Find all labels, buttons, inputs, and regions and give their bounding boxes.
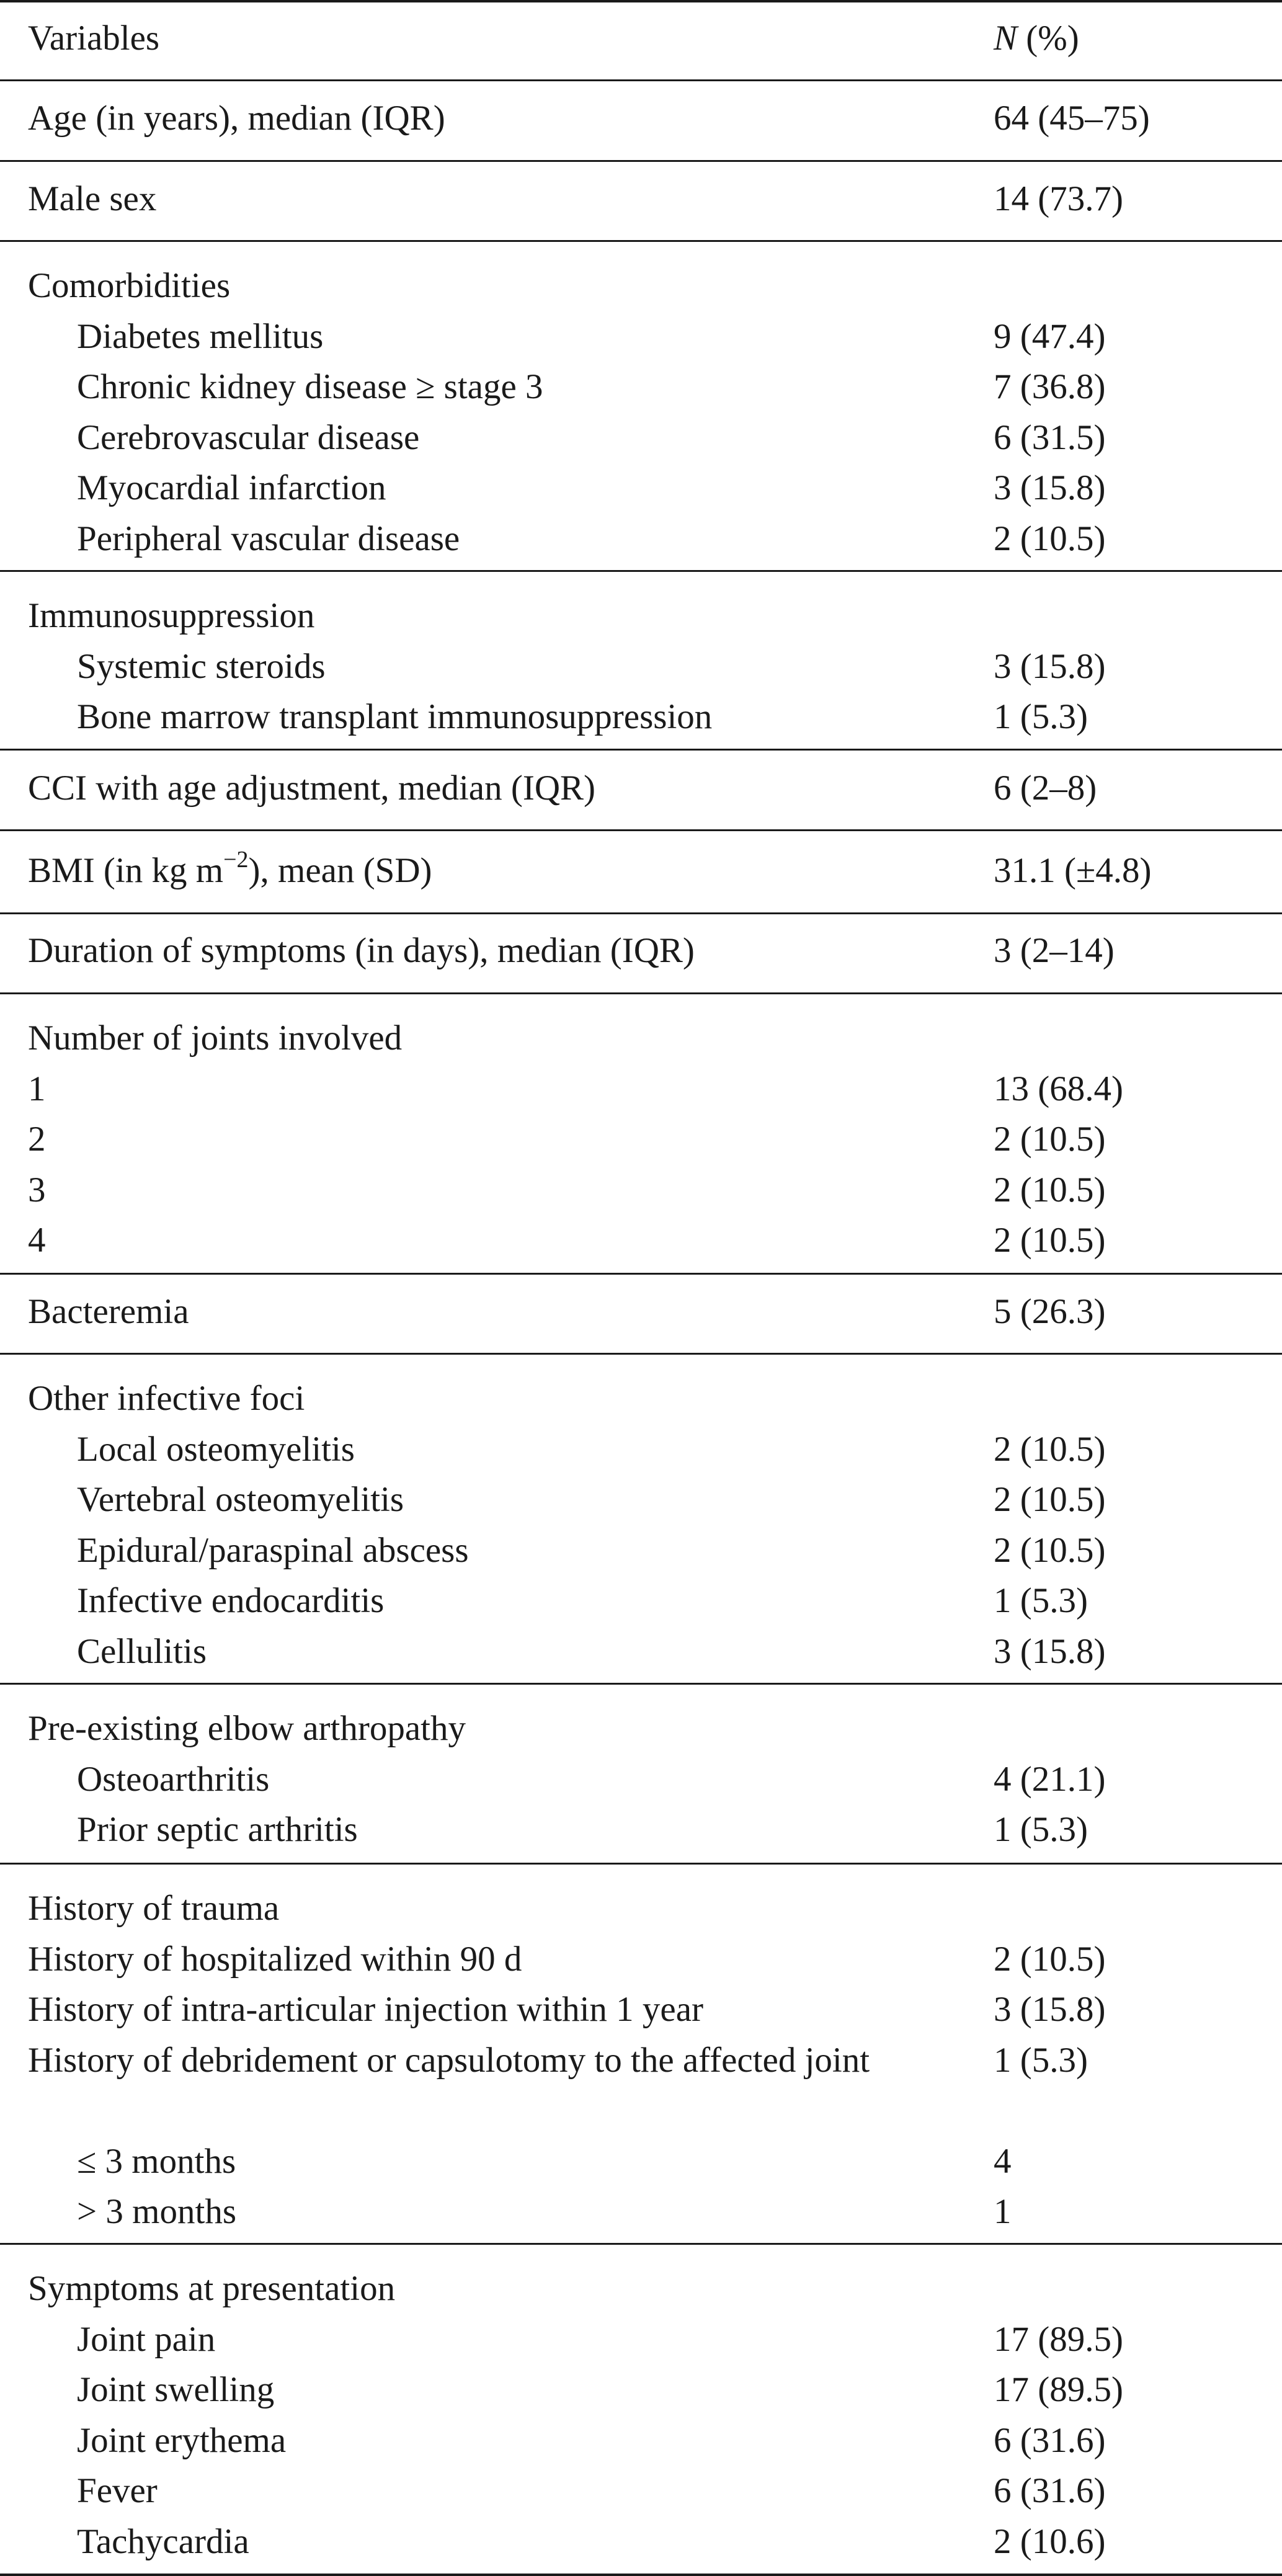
row-label: Prior septic arthritis <box>77 1810 358 1849</box>
table-row <box>0 1984 1282 2035</box>
male-block <box>0 162 1282 242</box>
cci-value: 6 (2–8) <box>994 769 1097 808</box>
age-block <box>0 81 1282 162</box>
table-row <box>0 1754 1282 1805</box>
header-percent: (%) <box>1026 19 1079 58</box>
row-label: Cellulitis <box>77 1631 207 1671</box>
table-row <box>0 1934 1282 1985</box>
row-label: Osteoarthritis <box>77 1759 270 1799</box>
joints-title: Number of joints involved <box>28 1018 403 1058</box>
row-value: 2 (10.5) <box>994 519 1106 558</box>
row-value: 2 (10.5) <box>994 1530 1106 1570</box>
duration-block <box>0 914 1282 994</box>
table-row <box>0 1626 1282 1677</box>
bmi-label-suffix: ), mean (SD) <box>248 851 432 890</box>
row-value: 3 (15.8) <box>994 646 1106 686</box>
row-value: 2 (10.5) <box>994 1939 1106 1979</box>
table-row <box>0 2516 1282 2567</box>
comorbidities-title: Comorbidities <box>28 266 231 305</box>
table-row <box>0 311 1282 362</box>
table-header <box>0 2 1282 81</box>
row-label: 2 <box>28 1120 46 1159</box>
row-value: 9 (47.4) <box>994 316 1106 356</box>
row-value: 2 (10.5) <box>994 1221 1106 1260</box>
row-value: 6 (31.6) <box>994 2420 1106 2460</box>
comorbidities-block <box>0 242 1282 572</box>
cci-label: CCI with age adjustment, median (IQR) <box>28 769 595 808</box>
row-label: Bone marrow transplant immunosuppression <box>77 697 713 736</box>
bmi-block <box>0 831 1282 914</box>
row-value: 17 (89.5) <box>994 2370 1123 2409</box>
row-label: Tachycardia <box>77 2521 249 2561</box>
row-value: 6 (31.5) <box>994 417 1106 457</box>
row-label: Fever <box>77 2471 158 2510</box>
row-value: 2 (10.5) <box>994 1480 1106 1519</box>
row-value: 4 <box>994 2141 1012 2181</box>
row-value: 1 (5.3) <box>994 1581 1088 1620</box>
row-value: 1 (5.3) <box>994 1810 1088 1849</box>
row-value: 3 (15.8) <box>994 1990 1106 2029</box>
header-variables: Variables <box>28 19 160 58</box>
table-row <box>0 1474 1282 1525</box>
row-label: > 3 months <box>77 2192 237 2231</box>
table-row <box>0 2136 1282 2187</box>
foci-title: Other infective foci <box>28 1379 305 1418</box>
row-label: Systemic steroids <box>77 646 326 686</box>
row-label: Epidural/paraspinal abscess <box>77 1530 469 1570</box>
table-row <box>0 2035 1282 2136</box>
duration-value: 3 (2–14) <box>994 931 1115 970</box>
bacteremia-block <box>0 1275 1282 1355</box>
table-row <box>0 641 1282 692</box>
elbow-title: Pre-existing elbow arthropathy <box>28 1709 466 1748</box>
header-n <box>994 2 1266 74</box>
row-label: 3 <box>28 1170 46 1210</box>
row-label: Joint erythema <box>77 2420 287 2460</box>
table-row <box>0 412 1282 463</box>
age-label: Age (in years), median (IQR) <box>28 99 445 138</box>
row-label: Myocardial infarction <box>77 468 386 507</box>
table-row <box>0 1215 1282 1266</box>
cci-block <box>0 751 1282 831</box>
row-label: Cerebrovascular disease <box>77 417 420 457</box>
trauma-block <box>0 1865 1282 2245</box>
symptoms-title: Symptoms at presentation <box>28 2269 396 2308</box>
bmi-value: 31.1 (±4.8) <box>994 851 1152 890</box>
foci-block <box>0 1355 1282 1685</box>
row-label: Joint pain <box>77 2319 216 2359</box>
bmi-label-exponent: −2 <box>223 847 249 873</box>
duration-label: Duration of symptoms (in days), median (IQR) <box>28 931 695 970</box>
row-value: 6 (31.6) <box>994 2471 1106 2510</box>
row-value: 2 (10.5) <box>994 1170 1106 1210</box>
row-value: 4 (21.1) <box>994 1759 1106 1799</box>
immunosuppression-title: Immunosuppression <box>28 596 315 635</box>
table-row <box>0 1804 1282 1855</box>
row-value: 1 (5.3) <box>994 2040 1088 2080</box>
bacteremia-label: Bacteremia <box>28 1292 189 1331</box>
table-row <box>0 2415 1282 2466</box>
row-value: 1 <box>994 2192 1012 2231</box>
table-row <box>0 2186 1282 2237</box>
table-row <box>0 2364 1282 2415</box>
male-label: Male sex <box>28 179 157 218</box>
bacteremia-value: 5 (26.3) <box>994 1292 1106 1331</box>
symptoms-block <box>0 2245 1282 2576</box>
row-label: Local osteomyelitis <box>77 1429 355 1469</box>
table-row <box>0 1165 1282 1216</box>
table-row <box>0 514 1282 564</box>
row-label: History of hospitalized within 90 d <box>28 1939 522 1979</box>
row-label: Chronic kidney disease ≥ stage 3 <box>77 367 543 406</box>
header-n-symbol: N <box>994 19 1018 58</box>
bmi-label-text: BMI (in kg m <box>28 851 224 890</box>
table-row <box>0 1525 1282 1576</box>
table-row <box>0 2314 1282 2365</box>
row-label: Diabetes mellitus <box>77 316 324 356</box>
row-label: Joint swelling <box>77 2370 275 2409</box>
row-value: 13 (68.4) <box>994 1069 1123 1108</box>
row-value: 7 (36.8) <box>994 367 1106 406</box>
row-value: 1 (5.3) <box>994 697 1088 736</box>
row-label: ≤ 3 months <box>77 2141 236 2181</box>
row-value: 17 (89.5) <box>994 2319 1123 2359</box>
male-value: 14 (73.7) <box>994 179 1123 218</box>
trauma-title: History of trauma <box>28 1889 280 1928</box>
joints-block <box>0 994 1282 1275</box>
table-row <box>0 1575 1282 1626</box>
table-row <box>0 2466 1282 2516</box>
table-row <box>0 1424 1282 1475</box>
row-label: Infective endocarditis <box>77 1581 385 1620</box>
row-value: 3 (15.8) <box>994 1631 1106 1671</box>
row-label: History of intra-articular injection within 1 year <box>28 1990 703 2029</box>
immunosuppression-block <box>0 572 1282 751</box>
row-value: 2 (10.5) <box>994 1120 1106 1159</box>
row-value: 2 (10.5) <box>994 1429 1106 1469</box>
bmi-label <box>28 831 964 911</box>
table-row <box>0 1114 1282 1165</box>
row-label: History of debridement or capsulotomy to the affected joint <box>28 2040 870 2080</box>
table-row <box>0 1064 1282 1115</box>
elbow-block <box>0 1685 1282 1865</box>
row-label: Peripheral vascular disease <box>77 519 460 558</box>
row-value: 3 (15.8) <box>994 468 1106 507</box>
table-row <box>0 692 1282 742</box>
row-label: 1 <box>28 1069 46 1108</box>
row-label: Vertebral osteomyelitis <box>77 1480 404 1519</box>
row-label: 4 <box>28 1221 46 1260</box>
row-value: 2 (10.6) <box>994 2521 1106 2561</box>
age-value: 64 (45–75) <box>994 99 1150 138</box>
table-row <box>0 362 1282 412</box>
table-row <box>0 463 1282 514</box>
